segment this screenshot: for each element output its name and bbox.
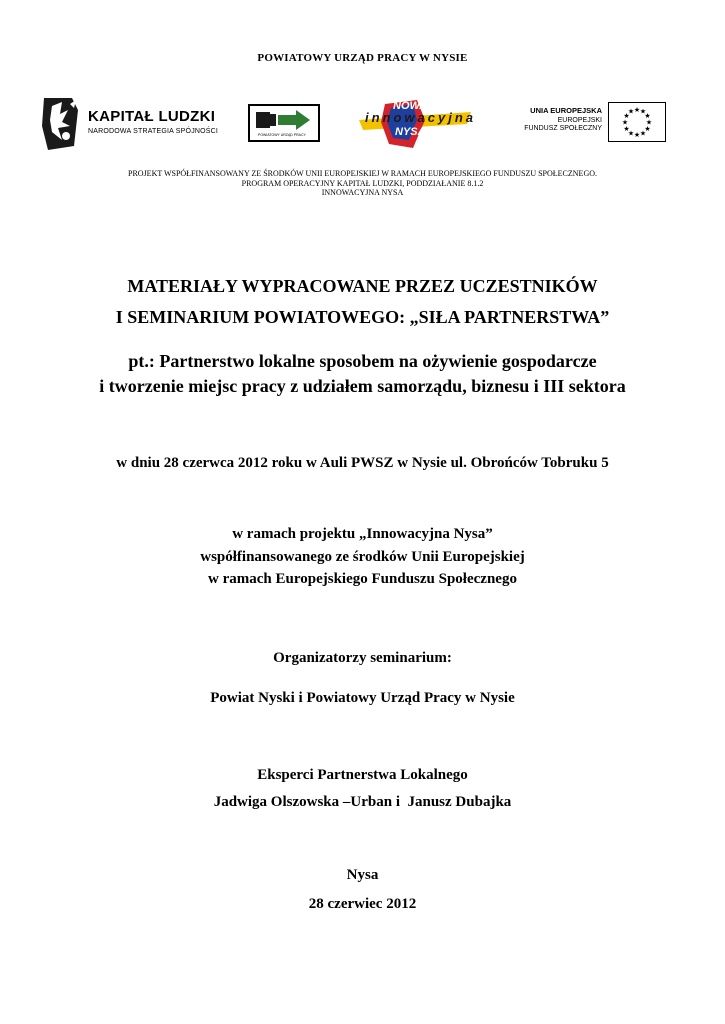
kapital-ludzki-subtitle: NARODOWA STRATEGIA SPÓJNOŚCI (88, 128, 219, 135)
eu-stars-icon (609, 103, 665, 141)
experts-block (0, 762, 725, 816)
date-location: w dniu 28 czerwca 2012 roku w Auli PWSZ w Nysie ul. Obrońców Tobruku 5 (116, 455, 609, 471)
closing-date: 28 czerwiec 2012 (308, 896, 417, 912)
pup-caption: POWIATOWY URZĄD PRACY (258, 133, 306, 137)
svg-text:★: ★ (627, 107, 635, 116)
office-header: POWIATOWY URZĄD PRACY W NYSIE (257, 52, 468, 64)
innowacyjna-nowa-text: NOWA (393, 100, 428, 112)
svg-text:★: ★ (644, 112, 651, 120)
closing-place: Nysa (346, 867, 379, 883)
unia-europejska-text (514, 106, 602, 132)
project-note-line3: INNOWACYJNA NYSA (321, 188, 404, 197)
closing-block (0, 861, 725, 919)
document-subtitle (0, 349, 725, 399)
svg-text:★: ★ (627, 129, 635, 138)
pup-logo (248, 104, 320, 142)
kapital-ludzki-text (88, 108, 218, 135)
innowacyjna-nysa-logo (355, 98, 475, 152)
project-note-line2: PROGRAM OPERACYJNY KAPITAŁ LUDZKI, PODDZIAŁANIE 8.1.2 (241, 178, 484, 188)
framework-line1: w ramach projektu „Innowacyjna Nysa” (232, 526, 493, 542)
document-title (0, 271, 725, 333)
svg-text:★: ★ (645, 118, 653, 127)
subtitle-line2: i tworzenie miejsc pracy z udziałem samorządu, biznesu i III sektora (99, 376, 626, 396)
svg-text:★: ★ (623, 125, 630, 133)
svg-text:★: ★ (633, 106, 641, 114)
svg-text:★: ★ (644, 125, 651, 133)
title-line1: MATERIAŁY WYPRACOWANE PRZEZ UCZESTNIKÓW (127, 276, 598, 296)
unia-europejska-line3: FUNDUSZ SPOŁECZNY (524, 125, 602, 132)
kapital-ludzki-emblem-icon (40, 96, 84, 152)
kapital-ludzki-title: KAPITAŁ LUDZKI (88, 108, 216, 125)
subtitle-line1: pt.: Partnerstwo lokalne sposobem na ożywienie gospodarcze (128, 351, 597, 371)
innowacyjna-nysa-text: NYSA (395, 126, 426, 138)
project-note (0, 169, 725, 198)
organizers-names: Powiat Nyski i Powiatowy Urząd Pracy w Nysie (210, 690, 515, 706)
svg-text:★: ★ (633, 131, 641, 139)
svg-text:★: ★ (639, 129, 647, 138)
eu-flag-icon (608, 102, 666, 142)
experts-names: Jadwiga Olszowska –Urban i Janusz Dubajka (213, 794, 512, 810)
unia-europejska-line1: UNIA EUROPEJSKA (530, 106, 602, 115)
project-framework (0, 523, 725, 591)
svg-text:★: ★ (621, 118, 629, 127)
svg-text:★: ★ (623, 112, 630, 120)
unia-europejska-logo (512, 102, 662, 144)
svg-text:★: ★ (639, 107, 647, 116)
experts-label: Eksperci Partnerstwa Lokalnego (257, 767, 468, 783)
innowacyjna-word: innowacyjna (365, 110, 477, 125)
title-line2: I SEMINARIUM POWIATOWEGO: „SIŁA PARTNERSTWA” (115, 307, 610, 327)
project-note-line1: PROJEKT WSPÓŁFINANSOWANY ZE ŚRODKÓW UNII EUROPEJSKIEJ W RAMACH EUROPEJSKIEGO FUNDUSZU SPOŁECZNEGO. (128, 169, 597, 178)
logo-row (0, 96, 725, 156)
framework-line2: współfinansowanego ze środków Unii Europejskiej (200, 548, 525, 565)
kapital-ludzki-logo (40, 96, 230, 152)
framework-line3: w ramach Europejskiego Funduszu Społecznego (208, 571, 517, 587)
unia-europejska-line2: EUROPEJSKI (557, 117, 602, 124)
organizers-label: Organizatorzy seminarium: (273, 650, 452, 666)
